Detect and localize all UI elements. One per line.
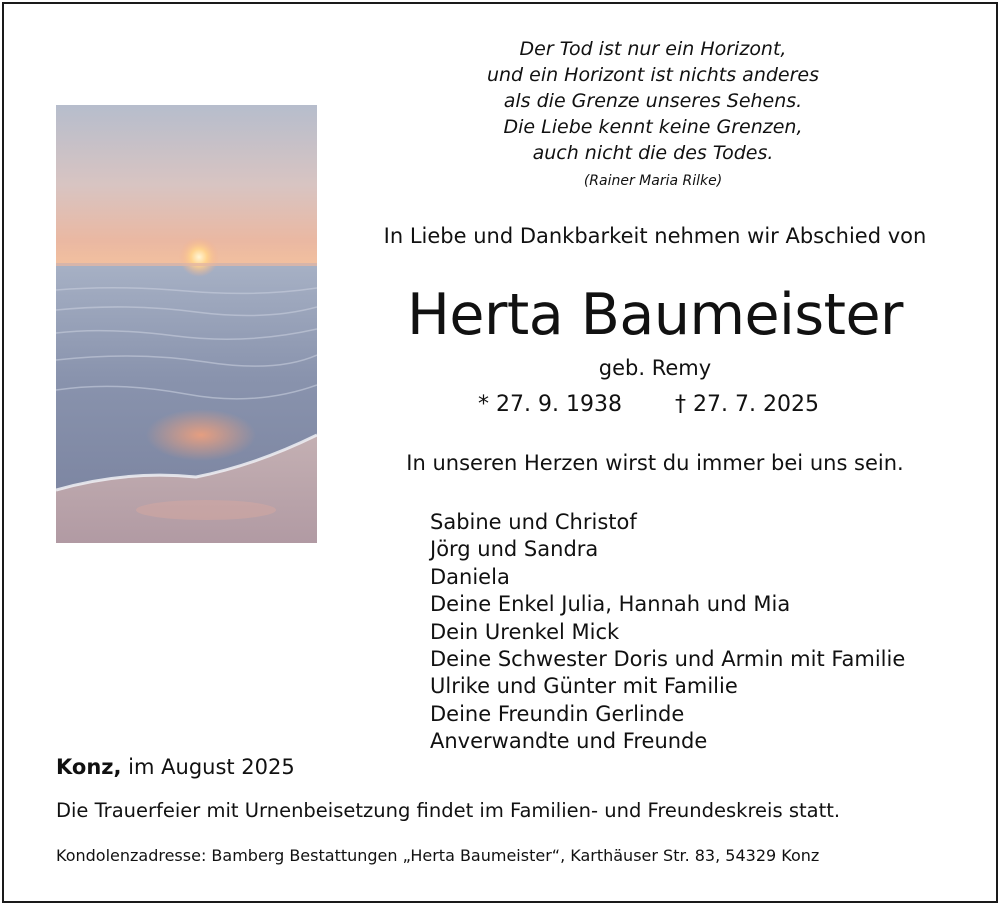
- quote-line: als die Grenze unseres Sehens.: [503, 90, 803, 112]
- mourner-entry: Jörg und Sandra: [430, 537, 599, 562]
- quote-line: und ein Horizont ist nichts anderes: [486, 64, 820, 86]
- rilke-quote: [438, 36, 868, 166]
- quote-line: Der Tod ist nur ein Horizont,: [519, 38, 787, 60]
- memorial-motto: In unseren Herzen wirst du immer bei uns sein.: [406, 451, 904, 475]
- mourner-entry: Deine Freundin Gerlinde: [430, 701, 685, 726]
- deceased-name: Herta Baumeister: [407, 282, 903, 348]
- condolence-address: Kondolenzadresse: Bamberg Bestattungen „Herta Baumeister“, Karthäuser Str. 83, 54329 Konz: [56, 846, 820, 865]
- mourner-entry: Daniela: [430, 564, 510, 589]
- funeral-notice: Die Trauerfeier mit Urnenbeisetzung findet im Familien- und Freundeskreis statt.: [56, 799, 841, 822]
- place-and-date: [56, 755, 295, 779]
- mourner-entry: Deine Schwester Doris und Armin mit Familie: [430, 647, 906, 672]
- quote-line: auch nicht die des Todes.: [532, 142, 774, 164]
- quote-line: Die Liebe kennt keine Grenzen,: [503, 116, 803, 138]
- quote-author: (Rainer Maria Rilke): [583, 173, 723, 189]
- mourner-entry: Deine Enkel Julia, Hannah und Mia: [430, 592, 791, 617]
- notice-date: im August 2025: [128, 755, 295, 779]
- mourner-entry: Dein Urenkel Mick: [430, 619, 620, 644]
- place-name: Konz,: [56, 755, 122, 779]
- mourner-entry: Ulrike und Günter mit Familie: [430, 674, 738, 699]
- mourner-entry: Anverwandte und Freunde: [430, 729, 708, 754]
- death-date: † 27. 7. 2025: [675, 392, 819, 417]
- farewell-intro: In Liebe und Dankbarkeit nehmen wir Abschied von: [383, 224, 927, 248]
- maiden-name: geb. Remy: [598, 356, 712, 380]
- mourner-entry: Sabine und Christof: [430, 510, 637, 534]
- sunset-beach-photo: [56, 105, 317, 543]
- birth-date: * 27. 9. 1938: [478, 392, 622, 417]
- mourners-list: [430, 509, 905, 756]
